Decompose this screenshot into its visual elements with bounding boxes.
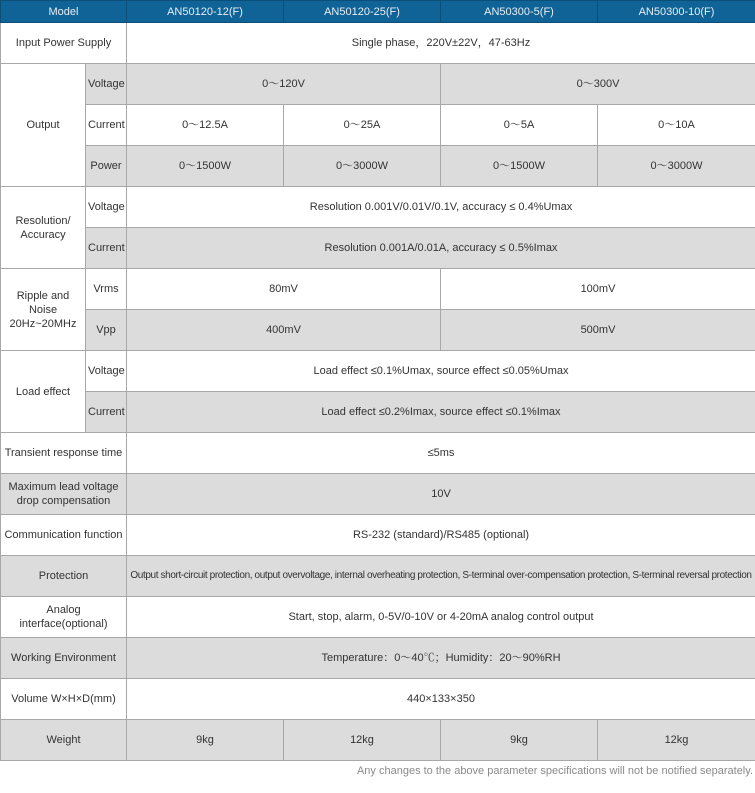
cell-value: 80mV [127,269,441,310]
cell-value: 500mV [441,310,755,351]
row-label: Protection [1,556,127,597]
row-load-voltage [1,351,755,392]
row-ripple-vrms [1,269,755,310]
row-value: 10V [127,474,755,515]
row-value: Single phase，220V±22V，47-63Hz [127,23,755,64]
row-input-power [1,23,755,64]
cell-value: 0～120V [127,64,441,105]
row-analog [1,597,755,638]
sub-label: Vpp [86,310,127,351]
row-load-current [1,392,755,433]
row-label: Weight [1,720,127,761]
row-transient [1,433,755,474]
sub-label: Current [86,392,127,433]
row-value: Temperature：0～40℃；Humidity：20～90%RH [127,638,755,679]
cell-value: Resolution 0.001A/0.01A, accuracy ≤ 0.5%Imax [127,228,755,269]
row-value: RS-232 (standard)/RS485 (optional) [127,515,755,556]
cell-value: 9kg [127,720,284,761]
sub-label: Voltage [86,351,127,392]
row-protection [1,556,755,597]
model-name: AN50300-5(F) [441,1,598,23]
row-label: Working Environment [1,638,127,679]
cell-value: 12kg [598,720,755,761]
row-label: Ripple and Noise 20Hz~20MHz [1,269,86,351]
row-communication [1,515,755,556]
cell-value: Load effect ≤0.2%Imax, source effect ≤0.1%Imax [127,392,755,433]
row-value: 440×133×350 [127,679,755,720]
model-header: Model [1,1,127,23]
row-label: Volume W×H×D(mm) [1,679,127,720]
row-environment [1,638,755,679]
row-output-power [1,146,755,187]
row-label: Communication function [1,515,127,556]
cell-value: 100mV [441,269,755,310]
model-name: AN50300-10(F) [598,1,755,23]
cell-value: 400mV [127,310,441,351]
header-row [1,1,755,23]
row-label: Load effect [1,351,86,433]
footer-note: Any changes to the above parameter specifications will not be notified separately. [356,765,753,777]
sub-label: Vrms [86,269,127,310]
row-value: ≤5ms [127,433,755,474]
row-output-voltage [1,64,755,105]
row-label: Output [1,64,86,187]
row-value: Start, stop, alarm, 0-5V/0-10V or 4-20mA analog control output [127,597,755,638]
row-label: Input Power Supply [1,23,127,64]
cell-value: Load effect ≤0.1%Umax, source effect ≤0.05%Umax [127,351,755,392]
cell-value: 0～300V [441,64,755,105]
row-weight [1,720,755,761]
model-name: AN50120-25(F) [284,1,441,23]
cell-value: 0～25A [284,105,441,146]
sub-label: Voltage [86,64,127,105]
row-ripple-vpp [1,310,755,351]
cell-value: 0～3000W [284,146,441,187]
cell-value: 0～12.5A [127,105,284,146]
cell-value: 12kg [284,720,441,761]
cell-value: 9kg [441,720,598,761]
row-resolution-current [1,228,755,269]
cell-value: 0～1500W [127,146,284,187]
row-value: Output short-circuit protection, output overvoltage, internal overheating protection, S-terminal over-compensation protection, S-terminal reversal protection [127,556,755,597]
cell-value: 0～1500W [441,146,598,187]
cell-value: Resolution 0.001V/0.01V/0.1V, accuracy ≤ 0.4%Umax [127,187,755,228]
row-label: Maximum lead voltage drop compensation [1,474,127,515]
sub-label: Current [86,105,127,146]
sub-label: Current [86,228,127,269]
cell-value: 0～5A [441,105,598,146]
row-output-current [1,105,755,146]
row-label: Analog interface(optional) [1,597,127,638]
sub-label: Power [86,146,127,187]
row-resolution-voltage [1,187,755,228]
sub-label: Voltage [86,187,127,228]
row-label: Resolution/ Accuracy [1,187,86,269]
row-lead-compensation [1,474,755,515]
row-volume [1,679,755,720]
row-label: Transient response time [1,433,127,474]
model-name: AN50120-12(F) [127,1,284,23]
cell-value: 0～10A [598,105,755,146]
cell-value: 0～3000W [598,146,755,187]
